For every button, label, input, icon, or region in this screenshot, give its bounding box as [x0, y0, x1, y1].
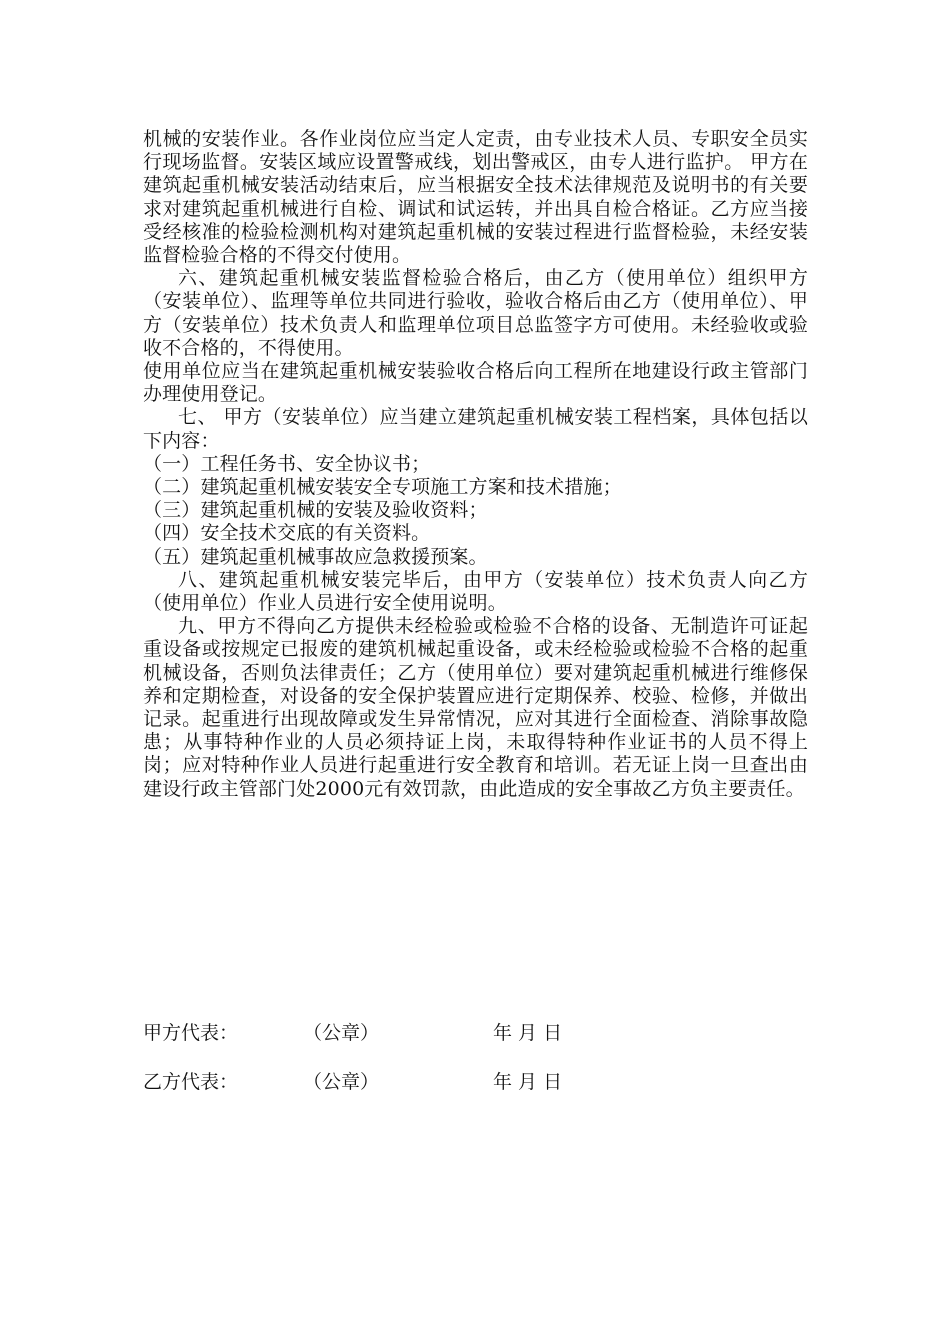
list-item: （五）建筑起重机械事故应急救援预案。 [143, 545, 488, 568]
list-item: （一）工程任务书、安全协议书； [143, 452, 431, 475]
party-b-representative-label: 乙方代表： [143, 1071, 239, 1093]
list-item: （三）建筑起重机械的安装及验收资料； [143, 499, 488, 522]
party-b-seal: （公章） [303, 1071, 380, 1093]
paragraph-clause-nine: 九、甲方不得向乙方提供未经检验或检验不合格的设备、无制造许可证起重设备或按规定已报废的建筑机械起重设备，或未经检验或检验不合格的起重机械设备，否则负法律责任；乙方（使用单位）要对建筑起重机械进行维修保养和定期检查，对设备的安全保护装置应进行定期保养、校验、检修，并做出记录。起重进行出现故障或发生异常情况，应对其进行全面检查、消除事故隐患；从事特种作业的人员必须持证上岗，未取得特种作业证书的人员不得上岗；应对特种作业人员进行起重进行安全教育和培训。若无证上岗一旦查出由建设行政主管部门处2000元有效罚款，由此造成的安全事故乙方负主要责任。 [143, 615, 808, 800]
paragraph-clause-six: 六、建筑起重机械安装监督检验合格后，由乙方（使用单位）组织甲方（安装单位）、监理等单位共同进行验收，验收合格后由乙方（使用单位）、甲方（安装单位）技术负责人和监理单位项目总监签字方可使用。未经验收或验收不合格的，不得使用。 [143, 267, 808, 359]
party-a-date: 年 月 日 [493, 1022, 563, 1044]
party-b-date: 年 月 日 [493, 1071, 563, 1093]
document-body [143, 128, 808, 801]
list-item: （四）安全技术交底的有关资料。 [143, 522, 431, 545]
paragraph-clause-eight: 八、建筑起重机械安装完毕后，由甲方（安装单位）技术负责人向乙方（使用单位）作业人员进行安全使用说明。 [143, 568, 808, 615]
list-item: （二）建筑起重机械安装安全专项施工方案和技术措施； [143, 476, 622, 499]
paragraph-clause-seven: 七、 甲方（安装单位）应当建立建筑起重机械安装工程档案，具体包括以下内容： [143, 406, 808, 452]
party-a-representative-label: 甲方代表： [143, 1022, 239, 1044]
paragraph-registration: 使用单位应当在建筑起重机械安装验收合格后向工程所在地建设行政主管部门办理使用登记。 [143, 360, 808, 406]
party-a-seal: （公章） [303, 1022, 380, 1044]
paragraph-installation-supervision: 机械的安装作业。各作业岗位应当定人定责，由专业技术人员、专职安全员实行现场监督。安装区域应设置警戒线，划出警戒区，由专人进行监护。 甲方在建筑起重机械安装活动结束后，应当根据安全技术法律规范及说明书的有关要求对建筑起重机械进行自检、调试和试运转，并出具自检合格证。乙方应当接受经核准的检验检测机构对建筑起重机械的安装过程进行监督检验，未经安装监督检验合格的不得交付使用。 [143, 128, 808, 267]
